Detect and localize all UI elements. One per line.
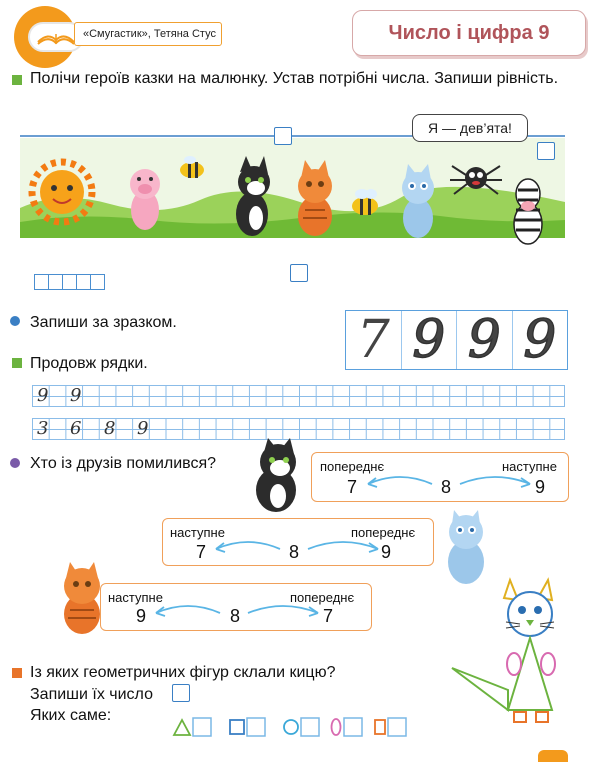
panel2-right-number: 9	[381, 542, 392, 562]
panel3-left-label: наступне	[108, 590, 163, 605]
panel1-left-label: попереднє	[320, 459, 385, 474]
row1-digit: 9	[70, 385, 82, 406]
green-square-bullet-icon	[12, 75, 22, 85]
task3-text: Продовж рядки.	[30, 355, 148, 372]
row2-digit: 8	[104, 418, 116, 439]
orange-square-bullet-icon	[12, 668, 22, 678]
panel2-right-label: попереднє	[351, 525, 416, 540]
answer-box-bottom[interactable]	[290, 264, 308, 282]
sample-digit: 9	[457, 311, 513, 369]
fairy-tale-heroes-picture	[20, 130, 565, 258]
geometric-shapes-cat	[448, 572, 568, 732]
page-number-tab	[538, 750, 568, 762]
panel1-middle-number: 8	[441, 477, 452, 497]
task2-text: Запиши за зразком.	[30, 314, 177, 331]
green-square-bullet-icon	[12, 358, 22, 368]
sample-digit: 9	[402, 311, 458, 369]
answer-box-top[interactable]	[274, 127, 292, 145]
panel2-middle-number: 8	[289, 542, 300, 562]
panel3-arrows	[148, 601, 328, 623]
row2-digit: 6	[70, 418, 82, 439]
series-label: «Смугастик», Тетяна Стус	[74, 22, 222, 46]
black-cat-icon	[246, 438, 306, 514]
row2-digit: 3	[37, 418, 49, 439]
panel2-left-number: 7	[196, 542, 207, 562]
shapes-count-box[interactable]	[172, 684, 190, 702]
task5-line1: Із яких геометричних фігур склали кицю?	[30, 664, 336, 681]
panel1-right-number: 9	[535, 477, 546, 497]
sample-digit: 9	[523, 310, 557, 370]
panel3-left-number: 9	[136, 606, 147, 626]
task1-text: Полічи героїв казки на малюнку. Устав потрібні числа. Запиши рівність.	[30, 70, 559, 87]
panel1-arrows	[360, 472, 540, 494]
task5-line2: Запиши їх число	[30, 686, 153, 703]
writing-row-2[interactable]	[32, 418, 565, 440]
shape-answer-row	[170, 716, 410, 738]
panel3-middle-number: 8	[230, 606, 241, 626]
violet-circle-bullet-icon	[10, 458, 20, 468]
sample-digit: 7	[346, 311, 402, 369]
blue-circle-bullet-icon	[10, 316, 20, 326]
panel3-right-number: 7	[323, 606, 334, 626]
writing-row-1[interactable]	[32, 385, 565, 407]
row1-digit: 9	[37, 385, 49, 406]
sample-digits-grid	[345, 310, 568, 370]
row2-digit: 9	[137, 418, 149, 439]
page-title: Число і цифра 9	[352, 10, 586, 56]
task5-line3: Яких саме:	[30, 707, 112, 724]
panel3-right-label: попереднє	[290, 590, 355, 605]
panel2-left-label: наступне	[170, 525, 225, 540]
panel1-left-number: 7	[347, 477, 358, 497]
panel1-right-label: наступне	[502, 459, 557, 474]
answer-box-right[interactable]	[537, 142, 555, 160]
speech-bubble: Я — дев’ята!	[412, 114, 528, 142]
equation-cells[interactable]	[34, 274, 104, 290]
panel2-arrows	[208, 537, 388, 559]
task4-text: Хто із друзів помилився?	[30, 455, 217, 472]
